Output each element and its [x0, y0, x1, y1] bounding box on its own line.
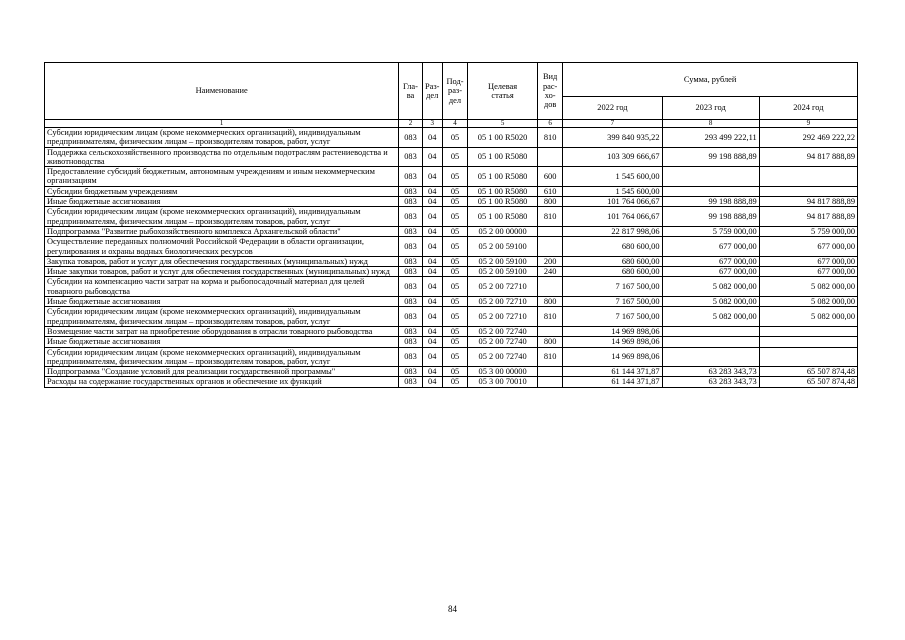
cell-glava: 083: [399, 337, 422, 347]
cell-amount-2024: [759, 347, 857, 367]
cell-name: Расходы на содержание государственных органов и обеспечение их функций: [45, 377, 399, 387]
cell-name: Возмещение части затрат на приобретение оборудования в отрасли товарного рыбоводства: [45, 326, 399, 336]
cell-name: Подпрограмма "Создание условий для реализации государственной программы": [45, 367, 399, 377]
cell-podrazdel: 05: [442, 307, 467, 327]
cell-amount-2022: 399 840 935,22: [563, 128, 662, 148]
table-row: [45, 337, 858, 347]
cell-name: Иные бюджетные ассигнования: [45, 337, 399, 347]
column-number: 5: [468, 120, 538, 128]
cell-razdel: 04: [422, 226, 442, 236]
cell-vid: 800: [538, 197, 563, 207]
cell-name: Поддержка сельскохозяйственного производства по отдельным подотраслям растениеводства и животноводства: [45, 147, 399, 167]
cell-amount-2024: 5 759 000,00: [759, 226, 857, 236]
cell-amount-2023: 5 082 000,00: [662, 277, 759, 297]
cell-name: Иные закупки товаров, работ и услуг для обеспечения государственных (муниципальных) нужд: [45, 267, 399, 277]
cell-podrazdel: 05: [442, 347, 467, 367]
cell-amount-2024: 65 507 874,48: [759, 367, 857, 377]
cell-razdel: 04: [422, 367, 442, 377]
table-row: [45, 226, 858, 236]
table-row: [45, 207, 858, 227]
cell-glava: 083: [399, 226, 422, 236]
cell-razdel: 04: [422, 297, 442, 307]
cell-name: Закупка товаров, работ и услуг для обеспечения государственных (муниципальных) нужд: [45, 256, 399, 266]
cell-amount-2023: 99 198 888,89: [662, 147, 759, 167]
cell-amount-2023: [662, 347, 759, 367]
col-header-name: Наименование: [45, 63, 399, 120]
cell-target: 05 2 00 59100: [468, 256, 538, 266]
cell-vid: [538, 226, 563, 236]
cell-amount-2024: 65 507 874,48: [759, 377, 857, 387]
cell-vid: [538, 377, 563, 387]
cell-amount-2024: 292 469 222,22: [759, 128, 857, 148]
cell-name: Субсидии юридическим лицам (кроме некоммерческих организаций), индивидуальным предпринимателям, физическим лицам – производителям товаров, работ, услуг: [45, 207, 399, 227]
cell-podrazdel: 05: [442, 207, 467, 227]
cell-target: 05 1 00 R5080: [468, 197, 538, 207]
col-header-target: Целевая статья: [468, 63, 538, 120]
cell-name: Субсидии бюджетным учреждениям: [45, 186, 399, 196]
cell-target: 05 1 00 R5080: [468, 167, 538, 187]
cell-amount-2024: 677 000,00: [759, 256, 857, 266]
cell-amount-2024: 94 817 888,89: [759, 207, 857, 227]
cell-podrazdel: 05: [442, 297, 467, 307]
table-row: [45, 326, 858, 336]
cell-amount-2023: 677 000,00: [662, 267, 759, 277]
cell-glava: 083: [399, 367, 422, 377]
cell-amount-2022: 103 309 666,67: [563, 147, 662, 167]
cell-vid: [538, 367, 563, 377]
cell-podrazdel: 05: [442, 277, 467, 297]
cell-glava: 083: [399, 207, 422, 227]
cell-razdel: 04: [422, 197, 442, 207]
cell-glava: 083: [399, 197, 422, 207]
cell-podrazdel: 05: [442, 267, 467, 277]
cell-podrazdel: 05: [442, 128, 467, 148]
cell-razdel: 04: [422, 277, 442, 297]
col-header-year-2024: 2024 год: [759, 97, 857, 120]
cell-podrazdel: 05: [442, 147, 467, 167]
cell-name: Субсидии юридическим лицам (кроме некоммерческих организаций), индивидуальным предпринимателям, физическим лицам – производителям товаров, работ, услуг: [45, 347, 399, 367]
cell-name: Осуществление переданных полномочий Российской Федерации в области организации, регулирования и охраны водных биологических ресурсов: [45, 237, 399, 257]
column-number: 7: [563, 120, 662, 128]
cell-glava: 083: [399, 297, 422, 307]
cell-amount-2022: 7 167 500,00: [563, 297, 662, 307]
cell-amount-2023: 5 082 000,00: [662, 307, 759, 327]
column-number-row: [45, 120, 858, 128]
cell-glava: 083: [399, 256, 422, 266]
table-row: [45, 186, 858, 196]
cell-amount-2022: 680 600,00: [563, 267, 662, 277]
cell-vid: 810: [538, 128, 563, 148]
cell-vid: 610: [538, 186, 563, 196]
cell-podrazdel: 05: [442, 326, 467, 336]
cell-razdel: 04: [422, 267, 442, 277]
cell-podrazdel: 05: [442, 197, 467, 207]
cell-target: 05 2 00 00000: [468, 226, 538, 236]
cell-razdel: 04: [422, 326, 442, 336]
col-header-podrazdel: Под- раз- дел: [442, 63, 467, 120]
table-row: [45, 128, 858, 148]
cell-target: 05 1 00 R5080: [468, 207, 538, 227]
cell-amount-2022: 101 764 066,67: [563, 197, 662, 207]
table-row: [45, 256, 858, 266]
table-row: [45, 267, 858, 277]
cell-amount-2024: [759, 337, 857, 347]
cell-vid: [538, 237, 563, 257]
cell-vid: 800: [538, 337, 563, 347]
cell-amount-2023: 63 283 343,73: [662, 367, 759, 377]
table-row: [45, 277, 858, 297]
table-row: [45, 307, 858, 327]
cell-glava: 083: [399, 377, 422, 387]
cell-amount-2024: 5 082 000,00: [759, 307, 857, 327]
cell-razdel: 04: [422, 256, 442, 266]
cell-glava: 083: [399, 237, 422, 257]
cell-razdel: 04: [422, 237, 442, 257]
cell-glava: 083: [399, 186, 422, 196]
col-header-sum: Сумма, рублей: [563, 63, 858, 97]
cell-vid: 810: [538, 307, 563, 327]
cell-amount-2022: 680 600,00: [563, 256, 662, 266]
table-row: [45, 377, 858, 387]
cell-amount-2024: [759, 186, 857, 196]
col-header-razdel: Раз- дел: [422, 63, 442, 120]
cell-amount-2023: 63 283 343,73: [662, 377, 759, 387]
cell-target: 05 3 00 70010: [468, 377, 538, 387]
col-header-vid: Вид рас- хо- дов: [538, 63, 563, 120]
cell-amount-2022: 14 969 898,06: [563, 326, 662, 336]
cell-razdel: 04: [422, 207, 442, 227]
cell-razdel: 04: [422, 186, 442, 196]
cell-glava: 083: [399, 347, 422, 367]
cell-amount-2022: 22 817 998,06: [563, 226, 662, 236]
column-number: 8: [662, 120, 759, 128]
cell-vid: 200: [538, 256, 563, 266]
cell-podrazdel: 05: [442, 256, 467, 266]
column-number: 3: [422, 120, 442, 128]
cell-vid: 600: [538, 167, 563, 187]
cell-name: Иные бюджетные ассигнования: [45, 197, 399, 207]
cell-podrazdel: 05: [442, 367, 467, 377]
cell-razdel: 04: [422, 128, 442, 148]
cell-vid: 240: [538, 267, 563, 277]
cell-amount-2024: 94 817 888,89: [759, 147, 857, 167]
cell-amount-2024: 5 082 000,00: [759, 277, 857, 297]
cell-amount-2024: [759, 167, 857, 187]
cell-amount-2022: 7 167 500,00: [563, 307, 662, 327]
table-row: [45, 147, 858, 167]
table-row: [45, 197, 858, 207]
cell-amount-2023: 5 759 000,00: [662, 226, 759, 236]
cell-vid: [538, 277, 563, 297]
cell-amount-2022: 61 144 371,87: [563, 377, 662, 387]
cell-razdel: 04: [422, 307, 442, 327]
cell-amount-2022: 14 969 898,06: [563, 347, 662, 367]
cell-target: 05 1 00 R5080: [468, 186, 538, 196]
cell-amount-2023: [662, 326, 759, 336]
cell-amount-2022: 1 545 600,00: [563, 186, 662, 196]
table-row: [45, 237, 858, 257]
cell-razdel: 04: [422, 377, 442, 387]
cell-amount-2023: 677 000,00: [662, 256, 759, 266]
cell-podrazdel: 05: [442, 186, 467, 196]
cell-amount-2023: [662, 167, 759, 187]
cell-target: 05 1 00 R5080: [468, 147, 538, 167]
cell-amount-2022: 61 144 371,87: [563, 367, 662, 377]
budget-table: [44, 62, 858, 388]
table-row: [45, 367, 858, 377]
cell-podrazdel: 05: [442, 167, 467, 187]
cell-target: 05 2 00 72740: [468, 326, 538, 336]
table-row: [45, 347, 858, 367]
column-number: 6: [538, 120, 563, 128]
cell-target: 05 2 00 72710: [468, 307, 538, 327]
cell-amount-2023: [662, 186, 759, 196]
cell-amount-2022: 680 600,00: [563, 237, 662, 257]
cell-target: 05 2 00 72710: [468, 277, 538, 297]
col-header-year-2022: 2022 год: [563, 97, 662, 120]
cell-podrazdel: 05: [442, 237, 467, 257]
cell-amount-2022: 14 969 898,06: [563, 337, 662, 347]
cell-target: 05 2 00 59100: [468, 267, 538, 277]
cell-razdel: 04: [422, 167, 442, 187]
page-number: 84: [448, 604, 457, 614]
cell-glava: 083: [399, 326, 422, 336]
cell-glava: 083: [399, 167, 422, 187]
cell-amount-2023: 5 082 000,00: [662, 297, 759, 307]
cell-podrazdel: 05: [442, 226, 467, 236]
cell-amount-2024: 94 817 888,89: [759, 197, 857, 207]
cell-amount-2022: 1 545 600,00: [563, 167, 662, 187]
cell-name: Субсидии юридическим лицам (кроме некоммерческих организаций), индивидуальным предпринимателям, физическим лицам – производителям товаров, работ, услуг: [45, 307, 399, 327]
cell-glava: 083: [399, 147, 422, 167]
cell-amount-2023: 677 000,00: [662, 237, 759, 257]
cell-target: 05 2 00 59100: [468, 237, 538, 257]
cell-target: 05 2 00 72740: [468, 347, 538, 367]
cell-podrazdel: 05: [442, 337, 467, 347]
cell-glava: 083: [399, 277, 422, 297]
column-number: 1: [45, 120, 399, 128]
cell-razdel: 04: [422, 337, 442, 347]
cell-amount-2024: 5 082 000,00: [759, 297, 857, 307]
cell-amount-2022: 101 764 066,67: [563, 207, 662, 227]
cell-name: Субсидии юридическим лицам (кроме некоммерческих организаций), индивидуальным предпринимателям, физическим лицам – производителям товаров, работ, услуг: [45, 128, 399, 148]
cell-amount-2022: 7 167 500,00: [563, 277, 662, 297]
column-number: 4: [442, 120, 467, 128]
cell-name: Иные бюджетные ассигнования: [45, 297, 399, 307]
cell-vid: 800: [538, 297, 563, 307]
cell-amount-2024: 677 000,00: [759, 237, 857, 257]
cell-vid: [538, 147, 563, 167]
column-number: 2: [399, 120, 422, 128]
col-header-glava: Гла- ва: [399, 63, 422, 120]
cell-vid: 810: [538, 207, 563, 227]
cell-amount-2023: 99 198 888,89: [662, 207, 759, 227]
cell-name: Предоставление субсидий бюджетным, автономным учреждениям и иным некоммерческим организациям: [45, 167, 399, 187]
cell-vid: 810: [538, 347, 563, 367]
cell-target: 05 2 00 72740: [468, 337, 538, 347]
column-number: 9: [759, 120, 857, 128]
cell-target: 05 2 00 72710: [468, 297, 538, 307]
cell-glava: 083: [399, 307, 422, 327]
cell-amount-2024: 677 000,00: [759, 267, 857, 277]
cell-glava: 083: [399, 128, 422, 148]
cell-name: Субсидии на компенсацию части затрат на корма и рыбопосадочный материал для целей товарного рыбоводства: [45, 277, 399, 297]
cell-amount-2024: [759, 326, 857, 336]
cell-glava: 083: [399, 267, 422, 277]
table-header: [45, 63, 858, 128]
table-row: [45, 167, 858, 187]
cell-target: 05 1 00 R5020: [468, 128, 538, 148]
table-row: [45, 297, 858, 307]
cell-podrazdel: 05: [442, 377, 467, 387]
cell-amount-2023: [662, 337, 759, 347]
cell-name: Подпрограмма "Развитие рыбохозяйственного комплекса Архангельской области": [45, 226, 399, 236]
cell-amount-2023: 293 499 222,11: [662, 128, 759, 148]
cell-amount-2023: 99 198 888,89: [662, 197, 759, 207]
cell-vid: [538, 326, 563, 336]
cell-razdel: 04: [422, 147, 442, 167]
cell-target: 05 3 00 00000: [468, 367, 538, 377]
table-body: [45, 128, 858, 388]
col-header-year-2023: 2023 год: [662, 97, 759, 120]
cell-razdel: 04: [422, 347, 442, 367]
